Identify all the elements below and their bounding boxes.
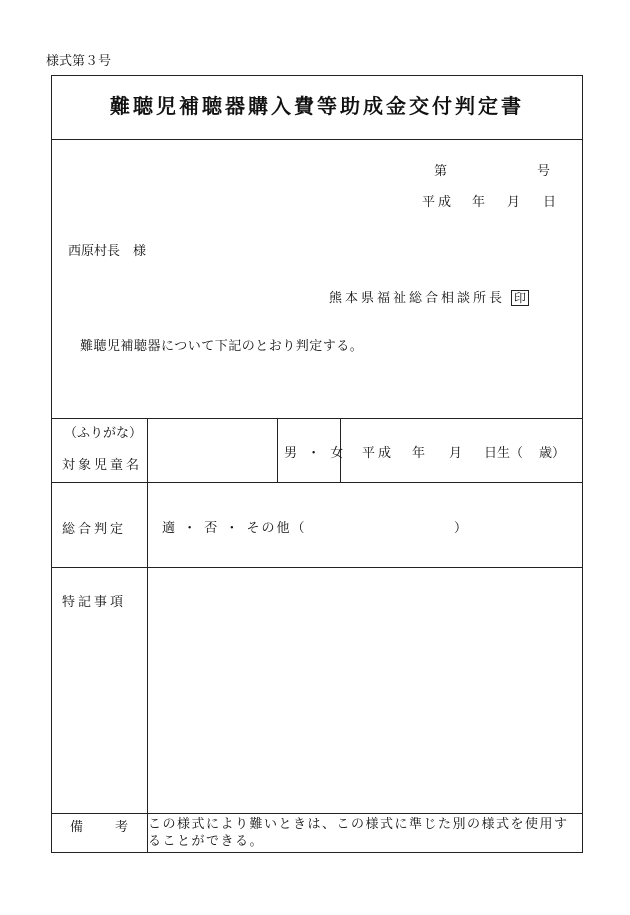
form-number: 様式第３号 (46, 54, 112, 69)
label-column-divider (147, 418, 148, 853)
gender-options: 男 ・ 女 (284, 446, 347, 461)
child-name-label: 対象児童名 (62, 458, 143, 473)
furigana-label: （ふりがな） (64, 426, 143, 441)
title-divider (52, 139, 582, 140)
form-frame (51, 75, 583, 853)
date-year: 年 (472, 195, 486, 210)
judgment-close: ） (454, 521, 468, 536)
birth-month: 月 (449, 446, 463, 461)
birth-year: 年 (412, 446, 426, 461)
special-notes-label: 特記事項 (62, 595, 127, 610)
statement: 難聴児補聴器について下記のとおり判定する。 (80, 339, 364, 354)
gender-left-divider (277, 418, 278, 482)
birth-day: 日生（ (484, 446, 524, 461)
addressee: 西原村長 様 (68, 244, 147, 259)
child-row-divider (52, 482, 582, 483)
birth-era: 平成 (362, 446, 395, 461)
judgment-row-divider (52, 567, 582, 568)
issuer (329, 287, 529, 306)
judgment-options: 適 ・ 否 ・ その他（ (162, 521, 307, 536)
document-title: 難聴児補聴器購入費等助成金交付判定書 (110, 94, 524, 118)
date-day: 日 (543, 195, 557, 210)
notes-row-divider (52, 813, 582, 814)
remarks-label-2: 考 (115, 820, 129, 835)
date-month: 月 (507, 195, 521, 210)
remarks-text (148, 816, 580, 850)
doc-number-suffix: 号 (537, 164, 551, 179)
issuer-name: 熊本県福祉総合相談所長 (329, 291, 506, 306)
date-era: 平成 (422, 195, 455, 210)
doc-number-prefix: 第 (434, 164, 448, 179)
judgment-label: 総合判定 (62, 522, 127, 537)
remarks-note: この様式により難いときは、この様式に準じた別の様式を使用することができる。 (148, 817, 569, 849)
age: 歳） (539, 446, 566, 461)
seal-mark: 印 (511, 290, 529, 306)
header-divider (52, 418, 582, 419)
remarks-label-1: 備 (70, 820, 84, 835)
